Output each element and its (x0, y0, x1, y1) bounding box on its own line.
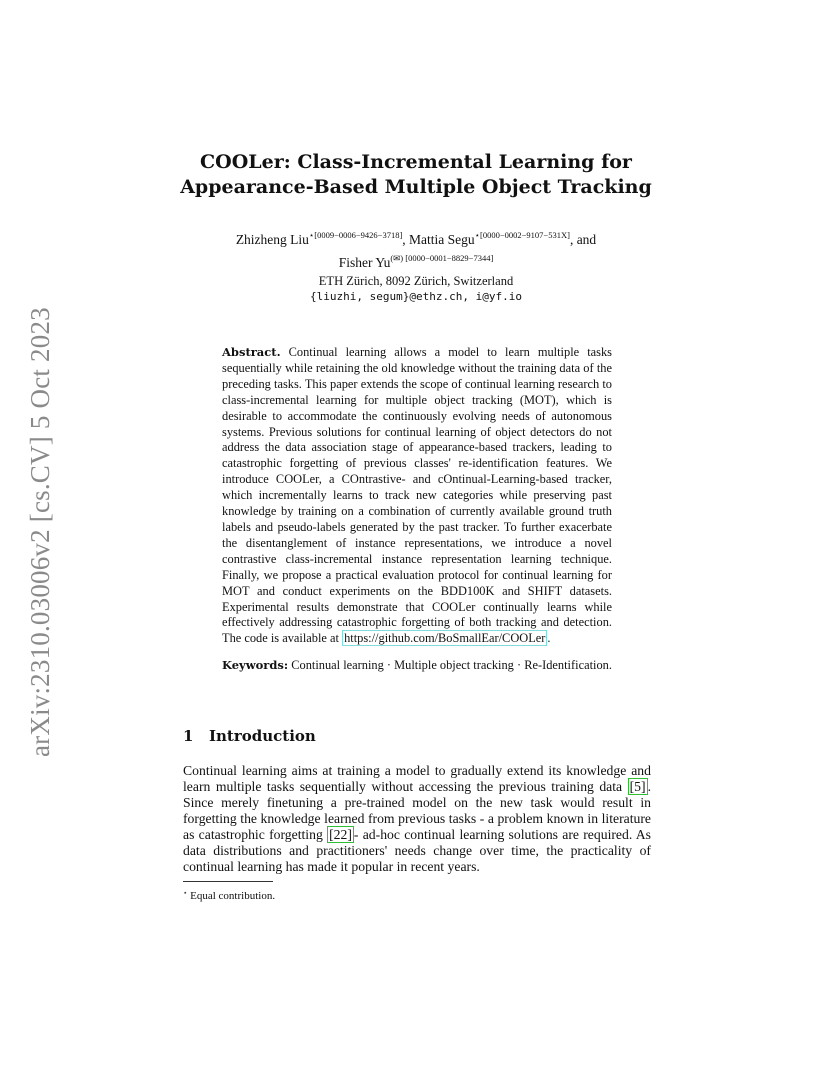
footnote-rule (183, 881, 273, 882)
title-line-1: COOLer: Class-Incremental Learning for (200, 151, 632, 173)
author-orcid: ⋆[0009−0006−9426−3718] (308, 230, 403, 240)
footnote (183, 886, 275, 903)
abstract-label: Abstract. (222, 345, 281, 359)
intro-text: Continual learning aims at training a model to gradually extend its knowledge and learn multiple tasks sequentially without accessing the previous training data (183, 763, 651, 794)
author-name: Zhizheng Liu (235, 232, 309, 247)
author-name: Fisher Yu (338, 255, 391, 270)
arxiv-stamp (20, 295, 60, 757)
intro-text: . Since merely finetuning a pre-trained model on the new task would result in forgetting the knowledge learned from previous tasks - a problem known in literature as catastrophic forgetting (183, 779, 651, 842)
author-emails: {liuzhi, segum}@ethz.ch, i@yf.io (310, 290, 522, 303)
code-link[interactable]: https://github.com/BoSmallEar/COOLer (344, 631, 546, 646)
footnote-text: Equal contribution. (190, 890, 276, 902)
affiliation-block (185, 273, 647, 305)
section-number: 1 (183, 727, 194, 745)
author-list (185, 226, 647, 272)
abstract (222, 345, 612, 647)
author-orcid: (✉) [0000−0001−8829−7344] (390, 253, 494, 263)
keywords (222, 657, 642, 673)
intro-text: - ad-hoc continual learning solutions are required. As data distributions and practitioners' needs change over time, the practicality of continual learning has made it popular in recent years. (183, 827, 651, 874)
intro-paragraph (183, 763, 651, 875)
section-title: Introduction (209, 727, 316, 745)
arxiv-stamp-text: arXiv:2310.03006v2 [cs.CV] 5 Oct 2023 (25, 307, 55, 757)
author-name: Mattia Segu (409, 232, 475, 247)
author-orcid: ⋆[0000−0002−9107−531X] (474, 230, 570, 240)
keywords-label: Keywords: (222, 658, 289, 672)
abstract-end: . (547, 631, 551, 646)
affiliation: ETH Zürich, 8092 Zürich, Switzerland (318, 274, 514, 288)
footnote-mark: ⋆ (183, 889, 188, 897)
author-separator: , and (569, 232, 597, 247)
abstract-text: Continual learning allows a model to learn multiple tasks sequentially while retaining the old knowledge without the training data of the preceding tasks. This paper extends the scope of continual learning research to class-incremental learning for multiple object tracking (MOT), which is desirable to accommodate the continuously evolving needs of autonomous systems. Previous solutions for continual learning of object detectors do not address the data association stage of appearance-based trackers, leading to catastrophic forgetting of previous classes' re-identification features. We introduce COOLer, a COntrastive- and cOntinual-Learning-based tracker, which incrementally learns to track new categories while preserving past knowledge by training on a combination of currently available ground truth labels and pseudo-labels generated by the past tracker. To further exacerbate the disentanglement of instance representations, we introduce a novel contrastive class-incremental instance representation learning technique. Finally, we propose a practical evaluation protocol for continual learning for MOT and conduct experiments on the BDD100K and SHIFT datasets. Experimental results demonstrate that COOLer continually learns while effectively addressing catastrophic forgetting of both tracking and detection. The code is available at (222, 345, 612, 646)
section-heading (183, 727, 316, 745)
title-line-2: Appearance-Based Multiple Object Tracking (180, 176, 652, 198)
paper-title (180, 150, 652, 200)
citation-link[interactable]: [22] (329, 827, 352, 842)
citation-link[interactable]: [5] (629, 779, 646, 794)
author-separator: , (402, 232, 410, 247)
keywords-text: Continual learning · Multiple object tracking · Re-Identification. (291, 658, 612, 672)
